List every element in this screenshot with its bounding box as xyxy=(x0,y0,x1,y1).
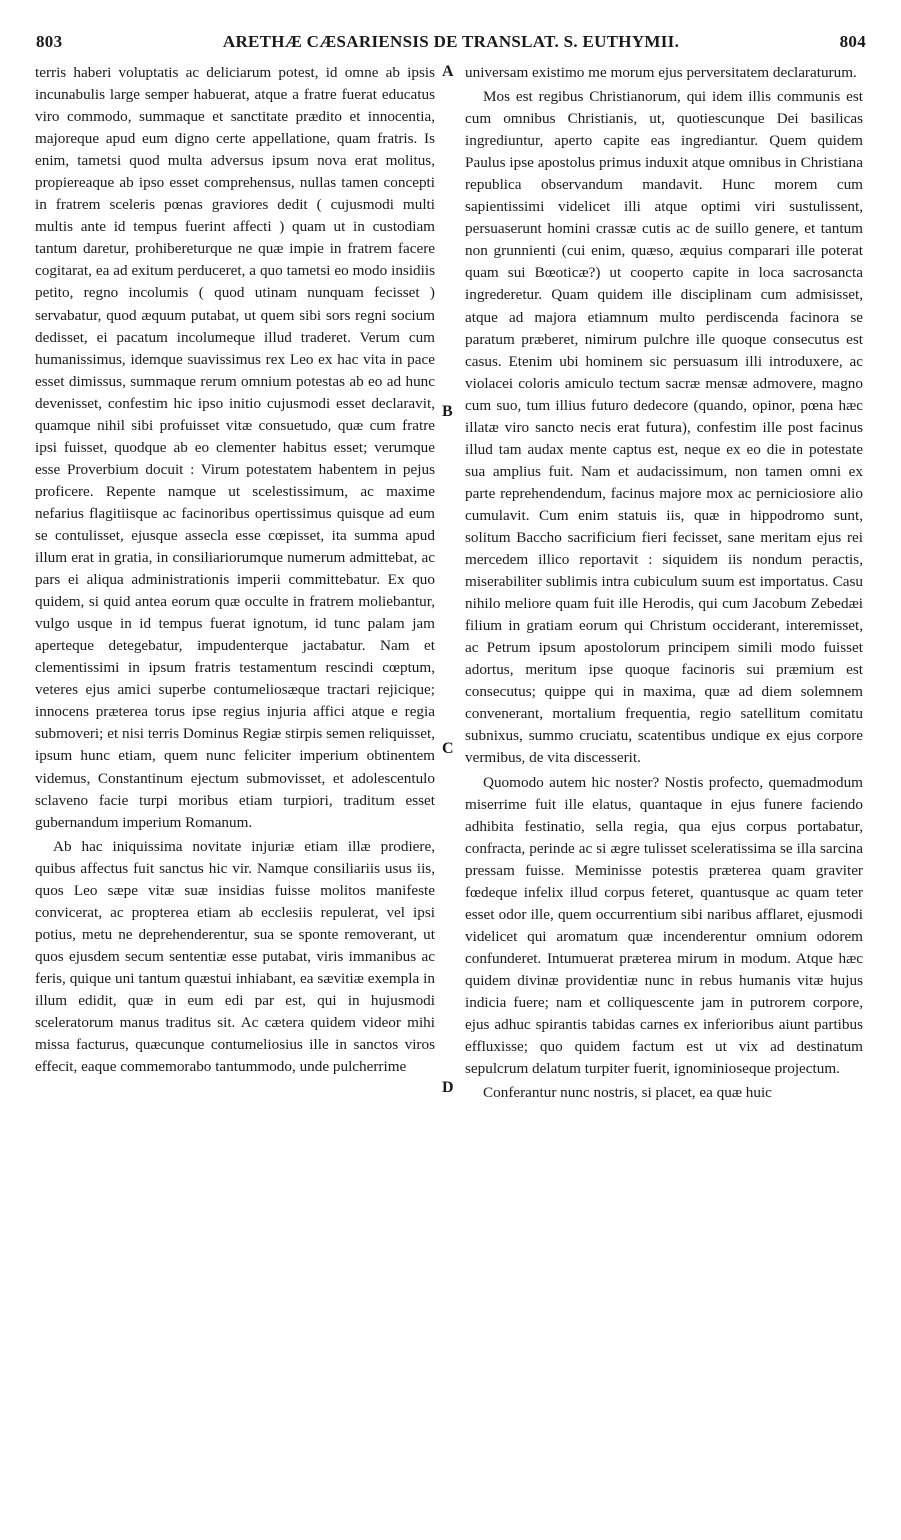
page-number-right: 804 xyxy=(839,32,866,51)
right-column xyxy=(465,62,863,1106)
paragraph: Ab hac iniquissima novitate injuriæ etiam illæ prodiere, quibus affectus fuit sanctus hic vir. Namque consiliariis usus iis, quos Leo sæpe vitæ suæ insidias fuisse molitos manifeste convicerat, ac propterea etiam ab ecclesiis repulerat, vel ipsi potius, metu ne deprehenderentur, sua se sponte removerant, ut quos ejusdem secum sententiæ esse putabat, viris immanibus ac feris, quique uni tantum quæstui inhiabant, ea sævitiæ exempla in illum edidit, quæ in eum edi par est, qui in hujusmodi sceleratorum manus traditus sit. Ac cætera quidem videor mihi missa facturus, quæcunque contumeliosius ille in sanctos viros effecit, eaque commemorabo tantummodo, unde pulcherrime xyxy=(35,837,435,1076)
margin-letter-d: D xyxy=(442,1079,454,1096)
running-header xyxy=(36,32,866,58)
paragraph: terris haberi voluptatis ac deliciarum potest, id omne ab ipsis incunabulis large semper habuerat, atque a fratre fuerat educatus viro commodo, summaque et sanctitate prædito et innocentia, majoreque apud eum digno certe appellatione, quam fratris. Is enim, tametsi quod multa adversus ipsum nova erat molitus, propiereaque ab ipso esset comprehensus, nullas tamen concepti in fratrem sceleris pœnas graviores dedit ( cujusmodi multi multis ante id tempus fuerint affecti ) quam ut in custodiam tantum daretur, prohibereturque ne quæ impie in fratrem facere cogitarat, ea ad exitum perduceret, a quo tametsi eo modo insidiis petito, regno incolumis ( quod utinam nunquam fecisset ) servabatur, quod æquum putabat, ut quem sibi sors regni socium dedisset, ei pacatum incolumeque illud traderet. Verum cum humanissimus, idemque suavissimus rex Leo ex hac vita in pace esset dimissus, summaque rerum omnium potestas ab eo ad hunc devenisset, confestim hic ipso initio cujusmodi esset declaravit, quamque nihil sibi profuisset vitæ consuetudo, quæ cum fratre ipsi fuisset, quodque ab eo clementer habitus esset; verumque esse Proverbium docuit : Virum potestatem habentem in pejus proficere. Repente namque ut scelestissimum, ac maxime nefarius flagitiisque ac facinoribus opertissimus quisque ad eum se contulisset, ejusque assecla esse cœpisset, ita summa apud illum erat in gratia, in consiliariorumque numerum admittebat, ac pars ei aliqua administrationis imperii committebatur. Ex quo quidem, si quid antea eorum quæ occulte in fratrem moliebantur, vulgo usque in id tempus fuerat ignotum, id tunc palam jam aperteque detegebatur, impudenterque jactabatur. Nam et clementissimi in ipsum fratris testamentum rescindi cœptum, veteres ejus amici superbe contumeliosæque tractari rejicique; innocens præterea torus ipse regius injuria affici atque e regia submoveri; et nisi terris Dominus Regiæ stirpis semen reliquisset, ipsum hunc etiam, quem nunc feliciter imperium obtinentem videmus, Constantinum ejectum submovisset, et adolescentulo sclaveno facie turpi moribus etiam turpiori, traditum esset gubernandum imperium Romanum. xyxy=(35,64,435,831)
running-title: ARETHÆ CÆSARIENSIS DE TRANSLAT. S. EUTHYMII. xyxy=(222,32,680,51)
paragraph: Quomodo autem hic noster? Nostis profecto, quemadmodum miserrime fuit ille elatus, quantaque in ejus funere faciendo adhibita festinatio, sella regia, qua ejus corpus portabatur, confracta, perinde ac si ægre tulisset sceleratissima se illa sarcina pressam fuisse. Meminisse potestis præterea quam graviter fœdeque infelix illud corpus feteret, quantusque ac quam teter esset odor ille, quem occurrentium sibi naribus afflaret, ejusmodi videlicet qui aromatum quæ incenderentur omnium odorem confunderet. Intumuerat præterea mirum in modum. Atque hæc quidem divinæ providentiæ nunc in rebus humanis vitæ hujus indicia fuere; nam et colliquescente jam in putrorem corpore, ejus adhuc spirantis tabidas carnes ex inferioribus aiunt partibus effluxisse; quo quidem factum est ut vix ad destinatum sepulcrum delatum turpiter fuerit, ignominioseque projectum. xyxy=(465,773,863,1078)
paragraph: universam existimo me morum ejus perversitatem declaraturum. xyxy=(465,64,857,81)
paragraph: Conferantur nunc nostris, si placet, ea quæ huic xyxy=(483,1084,772,1102)
margin-letter-c: C xyxy=(442,740,454,757)
left-column xyxy=(35,62,435,1080)
margin-letter-b: B xyxy=(442,403,453,420)
paragraph: Mos est regibus Christianorum, qui idem illis communis est cum omnibus Christianis, ut, quotiescunque Dei basilicas ingrediuntur, aperto capite eas ingrediantur. Quem quidem Paulus ipse apostolus primus induxit atque omnibus in Christiana republica observandum mandavit. Hunc morem cum sapientissimi videlicet illi atque optimi viri sustulissent, persuaserunt homini crassæ cutis ac de suillo genere, et tantum non grunnienti (cui enim, quæso, æquius comparari ille poterat quam sui Bœoticæ?) ut cooperto capite in loca sacrosancta ingrederetur. Quam quidem ille disciplinam cum admisisset, atque ad majora etiamnum multo perdiscenda facinora se paratum præberet, nimirum pulchre ille quoque consecutus est casus. Etenim ubi hominem sic persuasum illi introduxere, ac violacei coloris amiculo tectum sacræ mensæ admovere, magno cum suo, tum illius futuro dedecore (quando, opinor, pœna hæc illatæ viro sancto necis erat futura), confestim ille post facinus illud tam audax mente captus est, neque ex eo die in potestate sua amplius fuit. Nam et audacissimum, non tamen omni ex parte reprehendendum, facinus majore mox ac perniciosiore alio cumulavit. Cum enim statuis iis, quæ in hippodromo sunt, solitum Baccho sacrificium fieri fecisset, sane meritam ejus rei mercedem illico reportavit : siquidem iis nondum peractis, miserabiliter sublimis intra cubiculum suum est importatus. Casu nihilo meliore quam fuit ille Herodis, qui cum Jacobum Zebedæi filium in gratiam eorum qui Christum occiderant, interemisset, ac Petrum ipsum apostolorum principem simili modo fuisset adortus, meritum ipse quoque facinoris sui præmium est consecutus; quippe qui in maxima, quæ ad diem solemnem convenerant, mortalium frequentia, regio satellitum comitatu subnixus, summo cruciatu, scatentibus undique ex ejus corpore vermibus, de vita discesserit. xyxy=(465,88,863,767)
margin-letter-a: A xyxy=(442,63,454,80)
page-number-left: 803 xyxy=(36,32,63,51)
